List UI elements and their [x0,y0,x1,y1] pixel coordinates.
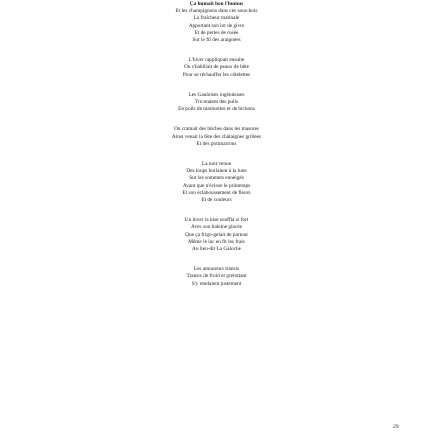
stanza-6 [185,217,248,253]
poem-line: Des loups hurlaient à la lune [186,168,247,175]
poem-line: Au lieu-dit La Galoche [192,246,241,253]
poem-line: Les amoureux transis [193,266,240,273]
poem-line: Ça humait bon l'humus [189,1,244,7]
stanza-3 [178,92,255,114]
poem-line: Sur le fil des araignées [192,37,241,44]
poem-line: Avec son haleine glacée [191,224,242,231]
stanza-4 [172,126,261,148]
poem-line: Et son éclaboussement de fleurs [182,189,251,196]
poem-line: Transis de froid et grelottant [186,273,247,280]
page-number: 29 [393,424,399,430]
poem-line: Les Gauloises ingénieuses [188,91,245,98]
poem-line: Même le lac en fit les frais [188,238,245,245]
poem-line: Et de couleurs [201,197,232,204]
poem-line: Ainsi venait la fête des châtaignes grillées [171,133,262,140]
poem-line: Tricotaient des pulls [194,99,239,106]
poem-line: Et de perles de rosée [194,29,239,36]
poem-line: Pour se réchauffer les côtelettes [182,71,251,78]
poem-line: Un hiver la bise souffla si fort [184,217,249,224]
poem-line: On s'habillait de peaux de bête [184,64,249,71]
poem-line: Apportant son lot de givre [188,22,245,29]
stanza-1 [176,1,258,44]
poem-line: Et des potimarrons [196,140,237,147]
poem-line: On cramait des bûches dans les masures [173,126,259,133]
stanza-5 [183,161,251,204]
poem-line: Avant que n'éclose le printemps [182,182,251,189]
poem-line: La nuit venue [201,161,232,168]
poem-line: En poils de marmottes et de bichons [178,106,255,113]
poem-line: Sur les sommets enneigés [189,175,244,182]
poem-line: L'hiver rappliquait ensuite [188,57,245,64]
poem-line: Et les champignons dans ces sous-bois [175,8,258,15]
poem-line: La fraîcheur matinale [193,15,240,22]
poem-line: S'y rendaient justement [191,280,242,287]
stanza-7 [186,266,246,288]
stanza-2 [183,57,250,79]
poem-line: Que ça frigo-gelait de partout [185,231,248,238]
